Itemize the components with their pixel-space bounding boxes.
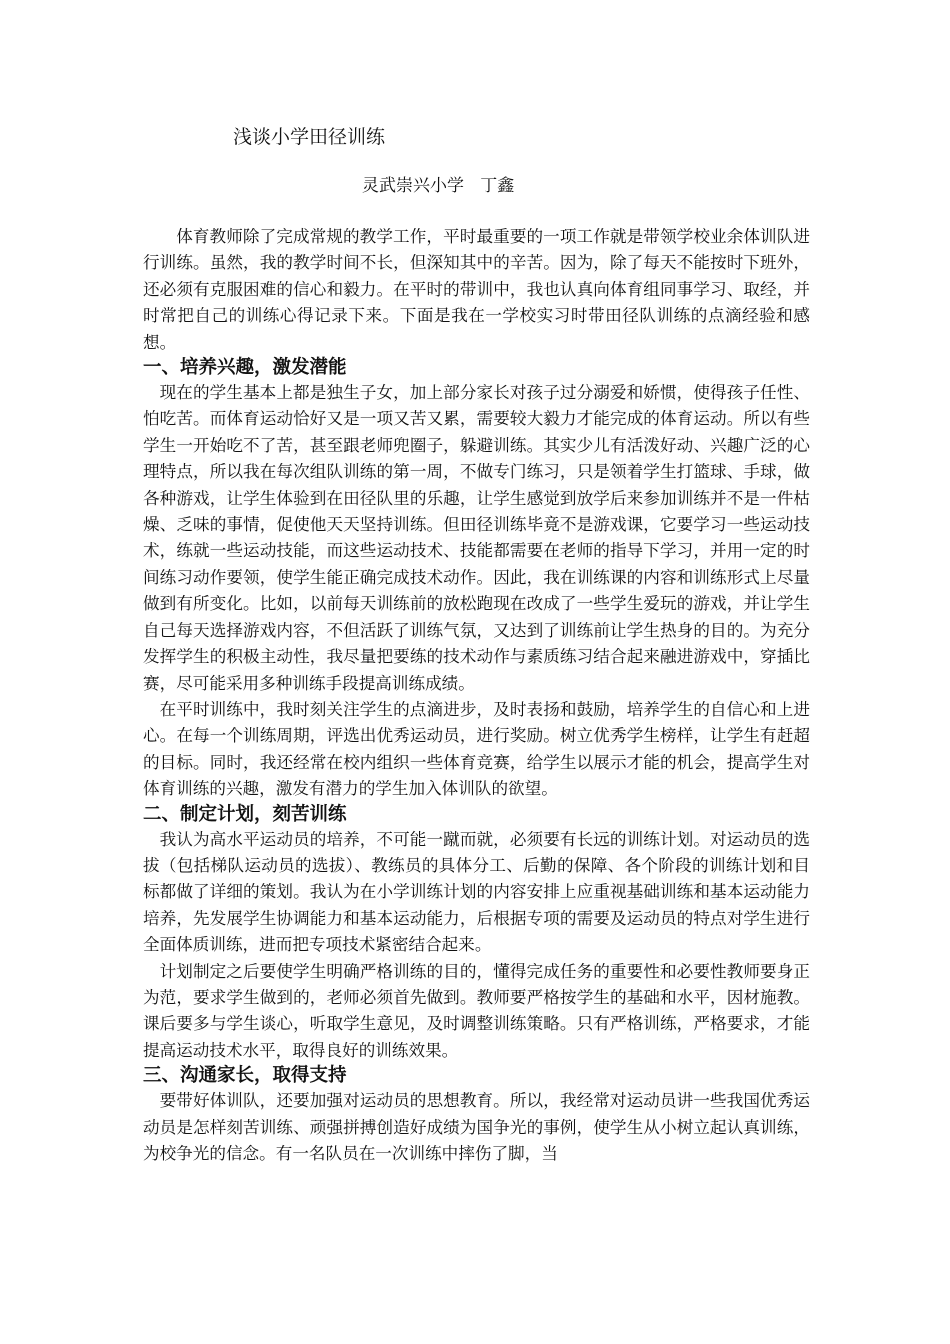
- section-paragraph: 要带好体训队，还要加强对运动员的思想教育。所以，我经常对运动员讲一些我国优秀运动员是怎样刻苦训练、顽强拼搏创造好成绩为国争光的事例，使学生从小树立起认真训练，为校争光的信念。有一名队员在一次训练中摔伤了脚，当: [143, 1091, 810, 1163]
- section-paragraph: 我认为高水平运动员的培养，不可能一蹴而就，必须要有长远的训练计划。对运动员的选拔（包括梯队运动员的选拔）、教练员的具体分工、后勤的保障、各个阶段的训练计划和目标都做了详细的策划。我认为在小学训练计划的内容安排上应重视基础训练和基本运动能力培养，先发展学生协调能力和基本运动能力，后根据专项的需要及运动员的特点对学生进行全面体质训练，进而把专项技术紧密结合起来。: [143, 829, 810, 955]
- section-paragraph: 在平时训练中，我时刻关注学生的点滴进步，及时表扬和鼓励，培养学生的自信心和上进心。在每一个训练周期，评选出优秀运动员，进行奖励。树立优秀学生榜样，让学生有赶超的目标。同时，我还经常在校内组织一些体育竞赛，给学生以展示才能的机会，提高学生对体育训练的兴趣，激发有潜力的学生加入体训队的欲望。: [143, 699, 810, 799]
- section-paragraph: 计划制定之后要使学生明确严格训练的目的，懂得完成任务的重要性和必要性教师要身正为范，要求学生做到的，老师必须首先做到。教师要严格按学生的基础和水平，因材施教。课后要多与学生谈心，听取学生意见，及时调整训练策略。只有严格训练，严格要求，才能提高运动技术水平，取得良好的训练效果。: [143, 961, 810, 1060]
- section-paragraph: 现在的学生基本上都是独生子女，加上部分家长对孩子过分溺爱和娇惯，使得孩子任性、怕吃苦。而体育运动恰好又是一项又苦又累，需要较大毅力才能完成的体育运动。所以有些学生一开始吃不了苦，甚至跟老师兜圈子，躲避训练。其实少儿有活泼好动、兴趣广泛的心理特点，所以我在每次组队训练的第一周，不做专门练习，只是领着学生打篮球、手球，做各种游戏，让学生体验到在田径队里的乐趣，让学生感觉到放学后来参加训练并不是一件枯燥、乏味的事情，促使他天天坚持训练。但田径训练毕竟不是游戏课，它要学习一些运动技术，练就一些运动技能，而这些运动技术、技能都需要在老师的指导下学习，并用一定的时间练习动作要领，使学生能正确完成技术动作。因此，我在训练课的内容和训练形式上尽量做到有所变化。比如，以前每天训练前的放松跑现在改成了一些学生爱玩的游戏，并让学生自己每天选择游戏内容，不但活跃了训练气氛，又达到了训练前让学生热身的目的。为充分发挥学生的积极主动性，我尽量把要练的技术动作与素质练习结合起来融进游戏中，穿插比赛，尽可能采用多种训练手段提高训练成绩。: [143, 383, 810, 693]
- intro-paragraph: 体育教师除了完成常规的教学工作，平时最重要的一项工作就是带领学校业余体训队进行训练。虽然，我的教学时间不长，但深知其中的辛苦。因为，除了每天不能按时下班外，还必须有克服困难的信心和毅力。在平时的带训中，我也认真向体育组同事学习、取经，并时常把自己的训练心得记录下来。下面是我在一学校实习时带田径队训练的点滴经验和感想。: [143, 227, 810, 352]
- document-body: [143, 224, 810, 1167]
- author-line: 灵武崇兴小学 丁鑫: [362, 176, 515, 196]
- section-heading: 三、沟通家长，取得支持: [143, 1065, 347, 1087]
- section-heading: 二、制定计划，刻苦训练: [143, 803, 347, 825]
- section-heading: 一、培养兴趣，激发潜能: [143, 357, 347, 379]
- document-title: 浅谈小学田径训练: [233, 126, 386, 148]
